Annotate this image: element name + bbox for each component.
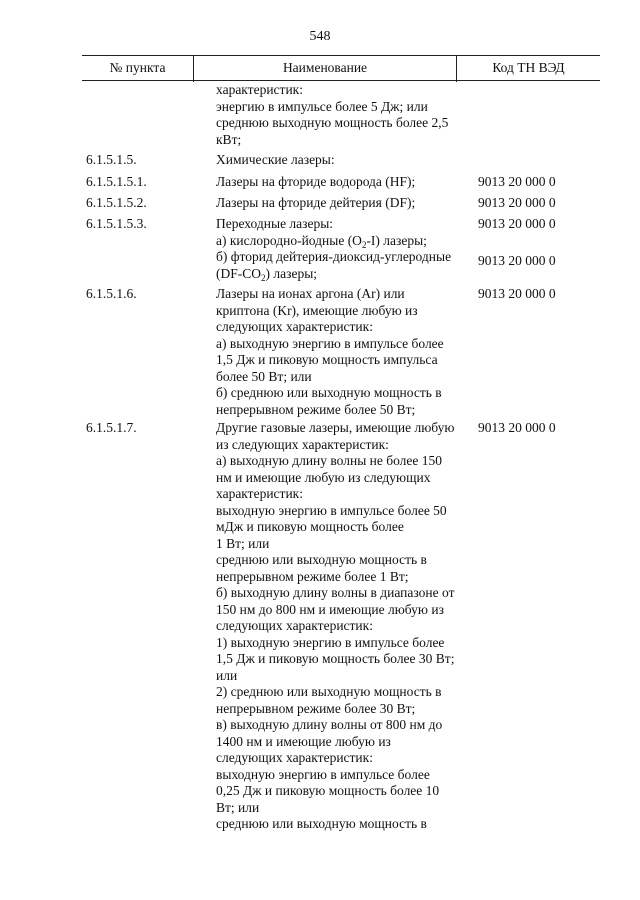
name-line: б) выходную длину волны в диапазоне от: [216, 585, 455, 600]
row-number: 6.1.5.1.5.2.: [86, 195, 147, 210]
name-line: характеристик:: [216, 486, 303, 501]
name-line: 0,25 Дж и пиковую мощность более 10: [216, 783, 440, 798]
name-line: из следующих характеристик:: [216, 436, 389, 452]
name-line: мДж и пиковую мощность более: [216, 519, 404, 534]
name-text: (DF-CO: [216, 265, 262, 281]
row-code: 9013 20 000 0: [478, 216, 556, 231]
table-header-bottom-border: [82, 80, 600, 81]
row-name: [216, 174, 472, 191]
name-line: 1,5 Дж и пиковую мощность более 30 Вт;: [216, 651, 455, 666]
name-line: 1 Вт; или: [216, 535, 270, 551]
name-line: Химические лазеры:: [216, 152, 335, 167]
name-line: непрерывном режиме более 30 Вт;: [216, 700, 416, 716]
name-line: нм и имеющие любую из следующих: [216, 469, 431, 485]
row-number: 6.1.5.1.5.3.: [86, 216, 147, 231]
name-line: [216, 233, 472, 250]
name-text: ) лазеры;: [265, 265, 318, 281]
name-line: выходную энергию в импульсе более 50: [216, 502, 447, 518]
name-line: 150 нм до 800 нм и имеющие любую из: [216, 601, 444, 617]
name-line: среднюю или выходную мощность в: [216, 816, 427, 831]
name-line: 2) среднюю или выходную мощность в: [216, 684, 442, 699]
row-code: 9013 20 000 0: [478, 253, 556, 268]
name-line: характеристик:: [216, 82, 303, 97]
name-line: Лазеры на ионах аргона (Ar) или: [216, 286, 405, 301]
subscript: 2: [361, 239, 367, 250]
page-number: 548: [309, 29, 331, 44]
row-number: 6.1.5.1.5.: [86, 152, 137, 167]
row-number: 6.1.5.1.7.: [86, 420, 137, 435]
name-line: б) среднюю или выходную мощность в: [216, 385, 442, 400]
name-text: -I) лазеры;: [366, 232, 427, 248]
row-name: [216, 286, 472, 418]
row-number: 6.1.5.1.5.1.: [86, 174, 147, 189]
row-code: 9013 20 000 0: [478, 195, 556, 210]
subscript: 2: [261, 272, 266, 283]
name-line: Переходные лазеры:: [216, 216, 334, 231]
name-line: 1,5 Дж и пиковую мощность импульса: [216, 352, 438, 367]
name-line: 1400 нм и имеющие любую из: [216, 733, 391, 749]
header-col-code: Код ТН ВЭД: [492, 60, 565, 75]
name-line: следующих характеристик:: [216, 618, 373, 633]
name-line: б) фторид дейтерия-диоксид-углеродные: [216, 249, 452, 264]
row-code: 9013 20 000 0: [478, 174, 556, 189]
name-line: среднюю выходную мощность более 2,5: [216, 115, 449, 130]
name-line: Вт; или: [216, 799, 260, 815]
row-name: [216, 152, 472, 169]
name-line: криптона (Kr), имеющие любую из: [216, 302, 418, 318]
name-line: выходную энергию в импульсе более: [216, 766, 430, 782]
name-line: в) выходную длину волны от 800 нм до: [216, 717, 443, 732]
row-number: 6.1.5.1.6.: [86, 286, 137, 301]
name-line: 1) выходную энергию в импульсе более: [216, 634, 445, 650]
name-line: следующих характеристик:: [216, 319, 373, 334]
name-line: или: [216, 667, 238, 683]
name-line: [216, 266, 472, 283]
name-line: следующих характеристик:: [216, 750, 373, 765]
name-line: а) выходную длину волны не более 150: [216, 453, 443, 468]
row-name: [216, 195, 472, 212]
row-name: [216, 420, 472, 833]
table-top-border: [82, 55, 600, 56]
row-code: 9013 20 000 0: [478, 420, 556, 435]
row-name: [216, 216, 472, 282]
name-line: Лазеры на фториде водорода (HF);: [216, 174, 416, 189]
name-line: непрерывном режиме более 50 Вт;: [216, 401, 416, 417]
name-line: непрерывном режиме более 1 Вт;: [216, 568, 409, 584]
name-line: а) выходную энергию в импульсе более: [216, 335, 444, 351]
row-name: [216, 82, 472, 148]
name-line: Лазеры на фториде дейтерия (DF);: [216, 195, 416, 210]
header-col-num: № пункта: [109, 60, 166, 75]
name-line: кВт;: [216, 131, 242, 147]
header-col-name: Наименование: [282, 60, 368, 75]
name-line: энергию в импульсе более 5 Дж; или: [216, 98, 428, 114]
row-code: 9013 20 000 0: [478, 286, 556, 301]
name-line: более 50 Вт; или: [216, 368, 312, 384]
name-line: Другие газовые лазеры, имеющие любую: [216, 420, 455, 435]
name-text: а) кислородно-йодные (O: [216, 232, 362, 248]
name-line: среднюю или выходную мощность в: [216, 552, 427, 567]
